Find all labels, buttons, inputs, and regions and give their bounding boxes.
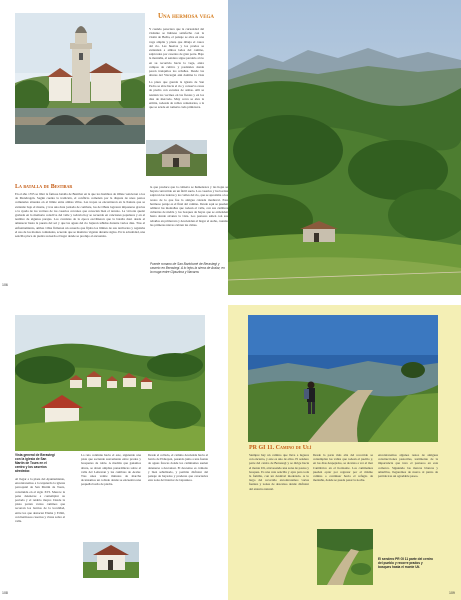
church-bridge-photo [15, 13, 145, 144]
batalla-text: En el año 1355 se libró la famosa batalla de Bestibar en la que los hombres de Oñate vencieron a los de Mondragón. Según cuenta la tradición, el conflicto comenzó por la disputa de unos pastos comunales situados en el límite entre ambas villas. Las tropas se encontraron en la llanura que se extiende bajo el monte, y tras una dura jornada de combate, los de Oñate lograron imponerse gracias a la ayuda de los vecinos de los caseríos cercanos que conocían bien el terreno. La victoria quedó grabada en la memoria colectiva del valle y todavía hoy se recuerda en canciones populares y en el nombre de algunos parajes. Los cronistas de la época escribieron que la batalla duró desde el amanecer hasta la puesta del sol y que las aguas del río bajaron teñidas durante varios días. Tras el enfrentamiento, ambas villas firmaron un acuerdo que fijaba los límites de sus territorios y regulaba el uso de los montes comunales, acuerdo que se mantuvo vigente durante siglos. En la actualidad, una sencilla placa de piedra recuerda el lugar donde se produjo el encuentro. [15, 192, 145, 239]
right-column-text: la que produce que la cubierta se humedezca y las hojas se hayan convertido en un fértil suelo. Los caseríos y las bordas salpican las laderas y los valles del río, que se aproxima a los restos de lo que fue la antigua calzada medieval. Este hermoso paraje es el final del camino. Desde aquí se pueden admirar las montañas que rodean el valle, con sus cumbres cubiertas de niebla y los bosques de hayas que se extienden hasta donde alcanza la vista. Los pastores suben con sus rebaños en primavera y descienden al llegar el otoño, cuando las primeras nieves cubren las cimas. [150, 185, 228, 227]
bottom-page-number-right: 109 [449, 591, 455, 595]
pr-route-heading: PR GI 11. Camino de Ulí [249, 445, 312, 451]
village-panorama-photo [15, 315, 205, 451]
mountain-valley-photo [228, 0, 461, 295]
walker-caption: El sendero PR GI 11 parte del centro del pueblo y recorre prados y bosques hasta el monte Ulí. [378, 557, 433, 569]
top-page-number: 106 [2, 283, 8, 287]
house-photo [83, 542, 139, 578]
section-heading-batalla: La batalla de Bestibar [15, 184, 73, 190]
top-spread [0, 0, 461, 295]
bottom-page-number-left: 108 [2, 591, 8, 595]
trail-photo [317, 529, 373, 585]
pr-column-1: Siempre hay un camino que lleva a lugares con encanto, y este es uno de ellos. El sendero parte del centro de Berastegi y se dirige hacia el monte Ulí, atravesando una zona de pastos y bosques. Es una ruta sencilla y apta para toda la familia, con un desnivel moderado. A lo largo del recorrido encontraremos varias fuentes y zonas de descanso donde disfrutar del entorno natural. [249, 453, 309, 491]
bottom-spread [0, 305, 461, 600]
hut-photo [146, 140, 207, 176]
pr-column-2: Desde la parte más alta del recorrido se contemplan los valles que rodean el pueblo y, en los días despejados, se alcanza a ver el mar Cantábrico en el horizonte. Los caminantes pueden optar por regresar por el mismo camino o continuar hacia el refugio de montaña, donde se puede pasar la noche. [313, 453, 373, 483]
bottom-column-3: Desde el collado, el camino desciende hacia el barrio de Elduayen, pasando junto a una fuente de aguas frescas donde los caminantes suelen detenerse a descansar. El descenso es cómodo y bien señalizado, y permite disfrutar del paisaje de hayedos y praderas que caracteriza esta zona del interior de Gipuzkoa. [148, 453, 208, 483]
vega-column-1: Y cuando pareciera que la curiosidad del visitante se hubiese satisfecho con la visión de Bedia, el paisaje se abre en una vega amplia y plana que dibuja el cauce del río. Las huertas y los prados se extienden a ambos lados del camino, salpicados por caseríos de gran porte. Bajo la montaña, el sendero sigue paralelo al río en su recorrido hacia la vega, entre campos de cultivo y pastizales donde pacen tranquilos los rebaños. Desde las alturas del Vizcargui aún domina la vista [149, 27, 204, 77]
vega-column-2: La plaza que guarda la iglesia de San Pedro se abre hacia el río y conserva casas de piedra con escudos de armas. Allí se reunían los vecinos en las fiestas y en los días de mercado. Muy cerca se alza la ermita, rodeada de robles centenarios, a la que se acude en romería cada primavera. [149, 80, 204, 110]
pr-column-3: encontraremos algunos restos de antiguas construcciones pastoriles, testimonio de la importancia que tuvo el pastoreo en esta comarca. Siguiendo las marcas blancas y amarillas, llegaremos de nuevo al punto de partida tras un agradable paseo. [378, 453, 438, 479]
bottom-column-2: La ruta continúa hacia el este, siguiendo una pista que asciende suavemente entre prados y bosquetes de roble. A medida que ganamos altura, se abren amplias panorámicas sobre el valle del Leitzaran y las cumbres de Aralar. Tras unos veinte minutos de marcha alcanzamos un collado donde se encuentra una pequeña borda de piedra. [81, 453, 141, 487]
bottom-column-1: Al llegar a la plaza del Ayuntamiento, encontraremos a la izquierda la iglesia parroquial de San Martín de Tours, construida en el siglo XVI. Merece la pena detenerse a contemplar su portada y el retablo mayor. Desde la plaza parten varios caminos que recorren los barrios de la localidad, entre los que destacan Elama y Erbiti, con hermosos caseríos y vistas sobre el valle. [15, 477, 65, 524]
section-heading-vega: Una hermosa vega [157, 12, 215, 20]
walker-photo [248, 315, 438, 442]
village-caption: Vista general de Berastegi con la iglesia de San Martín de Tours en el centro y los caseríos alrededor. [15, 453, 55, 473]
top-photo-caption: Puente romano de San Bartolomé de Berastegi y caserío en Berastegi. A lo lejos la sierra de Aralar, en la muga entre Gipuzkoa y Navarra. [150, 262, 225, 274]
